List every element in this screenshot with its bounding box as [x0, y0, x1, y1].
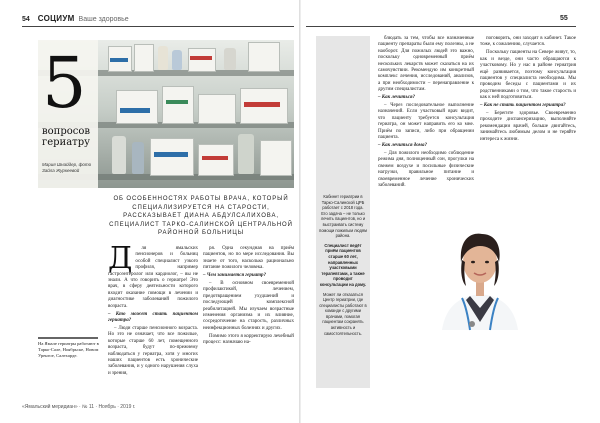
paragraph: Поскольку пациенты на Севере живут, то, как и везде, они часто обращаются к участковому. Но у нас в районе гериатрия ещё развивается, поэтому консультация пациентов у специалиста необходима. Мы проводим беседы с пациентами и их родственниками о том, что такое старость и как к ней подготовиться.: [480, 50, 576, 101]
bottle: [132, 142, 144, 174]
section-subtitle: Ваше здоровье: [78, 16, 129, 23]
medicine-box: [198, 144, 234, 176]
box-label: [190, 56, 212, 60]
box-label: [202, 156, 228, 160]
question: – Как не стать пациентом гериатра?: [480, 103, 566, 109]
article-column-2: [203, 246, 294, 396]
hero-number: 5: [42, 42, 87, 124]
hero-credit: Мария Шнайдер, фото Зайла Журкеевой: [42, 162, 92, 173]
page-footer: «Ямальский меридиан» · № 11 · Ноябрь · 2019 г.: [22, 404, 136, 410]
question: – Как лечиться дома?: [378, 143, 427, 148]
box-label: [110, 58, 128, 62]
article-column-1: [108, 241, 198, 376]
medicine-box: [248, 42, 280, 72]
article-lead: ОБ ОСОБЕННОСТЯХ РАБОТЫ ВРАЧА, КОТОРЫЙ СПЕЦИАЛИЗИРУЕТСЯ НА СТАРОСТИ, РАССКАЗЫВАЕТ ДИАНА АБДУЛСАЛИХОВА, СПЕЦИАЛИСТ ТАРКО-САЛИНСКОЙ ЦЕНТРАЛЬНОЙ РАЙОННОЙ БОЛЬНИЦЫ: [109, 196, 293, 237]
paragraph: поговорить, они заходят в кабинет. Такое тоже, к сожалению, случается.: [480, 36, 576, 48]
sidebar-text: [319, 194, 367, 340]
medicine-box: [116, 90, 158, 124]
drop-cap: Д: [108, 241, 133, 276]
hero-photo: [38, 40, 294, 188]
header-rule-right: [306, 26, 576, 27]
medicine-box: [198, 94, 236, 124]
question: – Как лечиться?: [378, 95, 416, 101]
photo-caption: На Ямале гериатры работают в Тарко-Сале, Ноябрьске, Новом Уренгое, Салехарде.: [38, 341, 99, 358]
paragraph: – Берегите здоровье. Своевременно проходите диспансеризацию, выполняйте рекомендации врачей, больше двигайтесь, занимайтесь любимым делом и не теряйте интереса к жизни.: [480, 110, 576, 142]
paragraph: – Люди старше пенсионного возраста. Но это не означает, что все пожилые, которые старше 60 лет, помещенного возраста, будут по-прежнему наблюдаться у гериатра, хотя у многих наших пациентов есть хронические заболевания, и у одного нарушения слуха и зрения,: [108, 325, 198, 376]
box-label: [244, 102, 280, 107]
bottle: [224, 48, 236, 70]
caption-rule: [38, 337, 98, 339]
doctor-portrait-image: [432, 212, 528, 330]
question: – Чем занимается гериатр?: [203, 273, 267, 279]
paragraph: Помимо этого я корректирую лечебный процесс: назначаю на-: [203, 333, 294, 346]
header-rule-left: [22, 26, 294, 27]
question: – Кто может стать пациентом гериатра?: [108, 311, 198, 323]
medicine-box: [162, 86, 194, 124]
sidebar-paragraph: Кабинет гериатрии в Тарко-Салинской ЦРБ работает с 2018 года. Его задача – не только лечить пациентов, но и выстраивать систему помощи пожилым людям района.: [319, 194, 367, 239]
bottle: [172, 50, 182, 70]
medicine-box: [150, 138, 194, 176]
box-label: [154, 152, 188, 157]
page-number-left: 54: [22, 16, 30, 23]
article-column-4: [480, 36, 576, 206]
bottle: [158, 46, 168, 70]
box-label: [166, 100, 188, 104]
paragraph: ря. Одна секундная на приём пациентов, но по мере исследования. Вы знаете от того, насколько рационально питание пожилого человека.: [203, 246, 294, 271]
page-header-left: [22, 12, 292, 26]
section-title: СОЦИУМ: [37, 14, 75, 23]
sidebar-paragraph: Может ли отказаться Центр гериатрии, где специалисты работают в команде с другими врачами, помогая пациентам сохранять активность и самостоятельность.: [319, 291, 367, 336]
page-gutter: [299, 0, 301, 423]
box-label: [120, 108, 150, 113]
paragraph: – Через последовательное выполнение назначений. Если участковый врач видит, что пациенту требуется консультация гериатра, он может направить его ко мне. Приём по записи, либо при обращении пациента.: [378, 103, 474, 141]
doctor-portrait: [432, 212, 528, 330]
paragraph: – Для пожилого необходимо соблюдение режима дня, полноценный сон, прогулки на свежем воздухе и посильные физические нагрузки, правильное питание и своевременное лечение хронических заболеваний.: [378, 150, 474, 188]
medicine-box: [134, 44, 154, 72]
bottle: [238, 134, 254, 174]
page-number-right: 55: [560, 15, 568, 22]
sidebar-paragraph: Специалист ведёт приём пациентов старше 60 лет, направленных участковыми терапевтами, а также проводит консультации на дому.: [319, 242, 367, 287]
bottle: [112, 136, 126, 174]
medicine-box: [188, 48, 216, 72]
paragraph: ля ямальских пенсионеров и больниц особой специалист узкого профиля, например гастроэнтеролог или кардиолог, – вы не знали. А что говорить о гериатре! Это врач, в сферу деятельности которого входит оказание помощи в лечении и диагностике заболеваний пожилого возраста.: [108, 246, 198, 309]
hero-title: вопросов гериатру: [42, 126, 91, 148]
paragraph: блюдать за тем, чтобы все назначенные пациенту препараты были ему полезны, а не наоборот. Для пожилых людей это важно, поскольку одновременный приём нескольких лекарств может сказаться на их самочувствии. Рекомендую им конкретный комплекс лечения, исследований, анализов, а при необходимости – перенаправление к другим специалистам.: [378, 36, 474, 93]
paragraph: – В основном своевременной профилактикой, лечением, предотвращением ухудшений и последующей комплексной реабилитацией. Мы изучаем возрастные изменения организма и их влияние, сосредоточение на старость, различных неинфекционных болезнях и других.: [203, 281, 294, 331]
hero-number-panel: [38, 40, 98, 188]
medicine-box: [260, 140, 292, 176]
